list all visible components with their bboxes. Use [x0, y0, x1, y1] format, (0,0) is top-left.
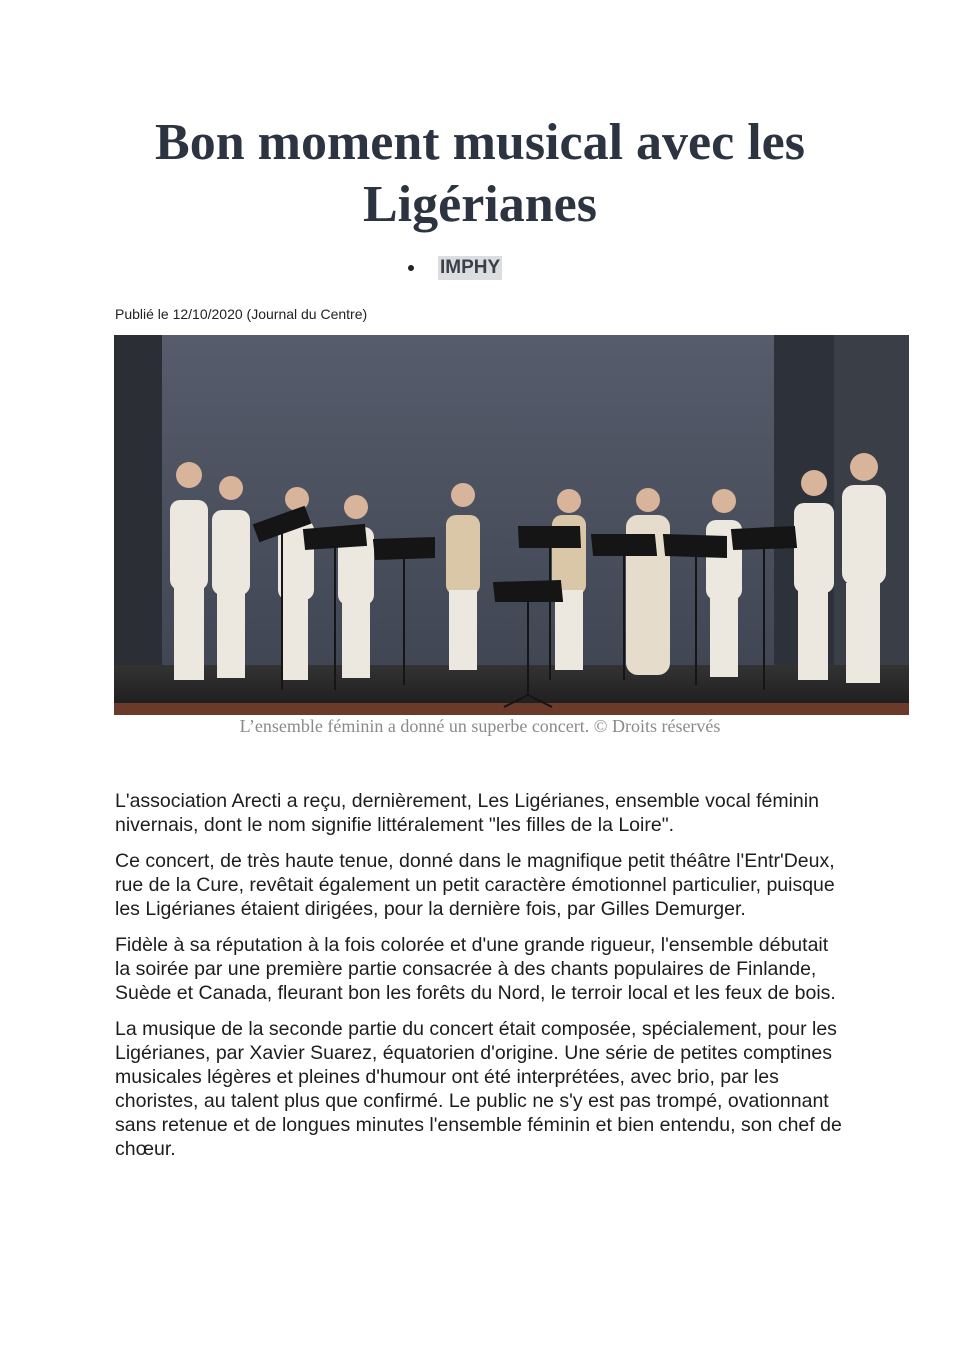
concert-photo — [114, 335, 909, 715]
publication-date: Publié le 12/10/2020 (Journal du Centre) — [115, 306, 368, 322]
article-title: Bon moment musical avec les Ligérianes — [155, 114, 805, 233]
paragraph: Ce concert, de très haute tenue, donné dans le magnifique petit théâtre l'Entr'Deux, rue de la Cure, revêtait également un petit caractère émotionnel particulier, puisque les Ligérianes étaient dirigées, pour la dernière fois, par Gilles Demurger. — [115, 850, 835, 920]
bullet-icon — [408, 265, 414, 271]
tag-list — [400, 256, 502, 280]
paragraph: La musique de la seconde partie du concert était composée, spécialement, pour les Ligérianes, par Xavier Suarez, équatorien d'origine. Une série de petites comptines musicales légères et pleines d'humour ont été interprétées, avec brio, par les choristes, au talent plus que confirmé. Le public ne s'y est pas trompé, ovationnant sans retenue et de longues minutes l'ensemble féminin et bien entendu, son chef de chœur. — [115, 1018, 842, 1160]
photo-caption: L’ensemble féminin a donné un superbe concert. © Droits réservés — [239, 716, 721, 736]
tag-item — [400, 256, 502, 280]
tag-link-imphy[interactable]: IMPHY — [440, 257, 501, 278]
paragraph: L'association Arecti a reçu, dernièrement, Les Ligérianes, ensemble vocal féminin nivernais, dont le nom signifie littéralement "les filles de la Loire". — [115, 790, 819, 836]
article-body — [115, 789, 845, 1173]
paragraph: Fidèle à sa réputation à la fois colorée et d'une grande rigueur, l'ensemble débutait la soirée par une première partie consacrée à des chants populaires de Finlande, Suède et Canada, fleurant bon les forêts du Nord, le terroir local et les feux de bois. — [115, 934, 836, 1004]
